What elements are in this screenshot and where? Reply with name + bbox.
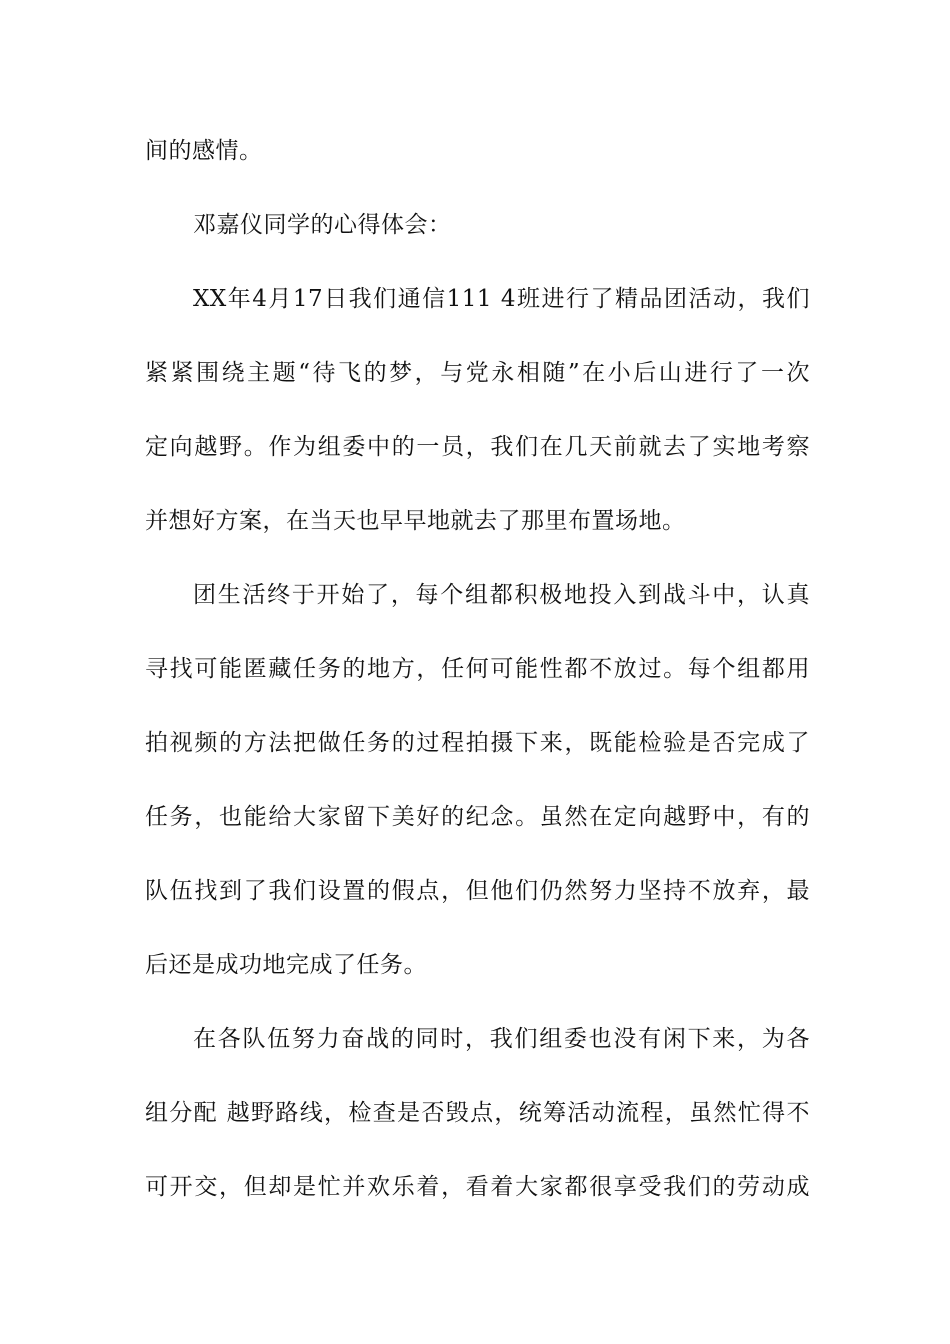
- section-heading: 邓嘉仪同学的心得体会：: [193, 212, 452, 238]
- text-line: 间的感情。: [145, 138, 263, 164]
- text-line: 拍视频的方法把做任务的过程拍摄下来，既能检验是否完成了: [145, 730, 810, 756]
- text-line: 任务，也能给大家留下美好的纪念。虽然在定向越野中，有的: [145, 804, 810, 830]
- text-line: 并想好方案，在当天也早早地就去了那里布置场地。: [145, 508, 686, 534]
- text-line: XX年4月17日我们通信111 4班进行了精品团活动，我们: [193, 286, 810, 312]
- text-line: 定向越野。作为组委中的一员，我们在几天前就去了实地考察: [145, 434, 810, 460]
- text-line: 在各队伍努力奋战的同时，我们组委也没有闲下来，为各: [193, 1026, 810, 1052]
- text-line: 组分配 越野路线，检查是否毁点，统筹活动流程，虽然忙得不: [145, 1100, 810, 1126]
- text-line: 紧紧围绕主题“待飞的梦，与党永相随”在小后山进行了一次: [145, 360, 810, 386]
- text-line: 团生活终于开始了，每个组都积极地投入到战斗中，认真: [193, 582, 810, 608]
- text-line: 寻找可能匿藏任务的地方，任何可能性都不放过。每个组都用: [145, 656, 810, 682]
- text-line: 可开交，但却是忙并欢乐着，看着大家都很享受我们的劳动成: [145, 1174, 810, 1200]
- text-line: 后还是成功地完成了任务。: [145, 952, 427, 978]
- text-line: 队伍找到了我们设置的假点，但他们仍然努力坚持不放弃，最: [145, 878, 810, 904]
